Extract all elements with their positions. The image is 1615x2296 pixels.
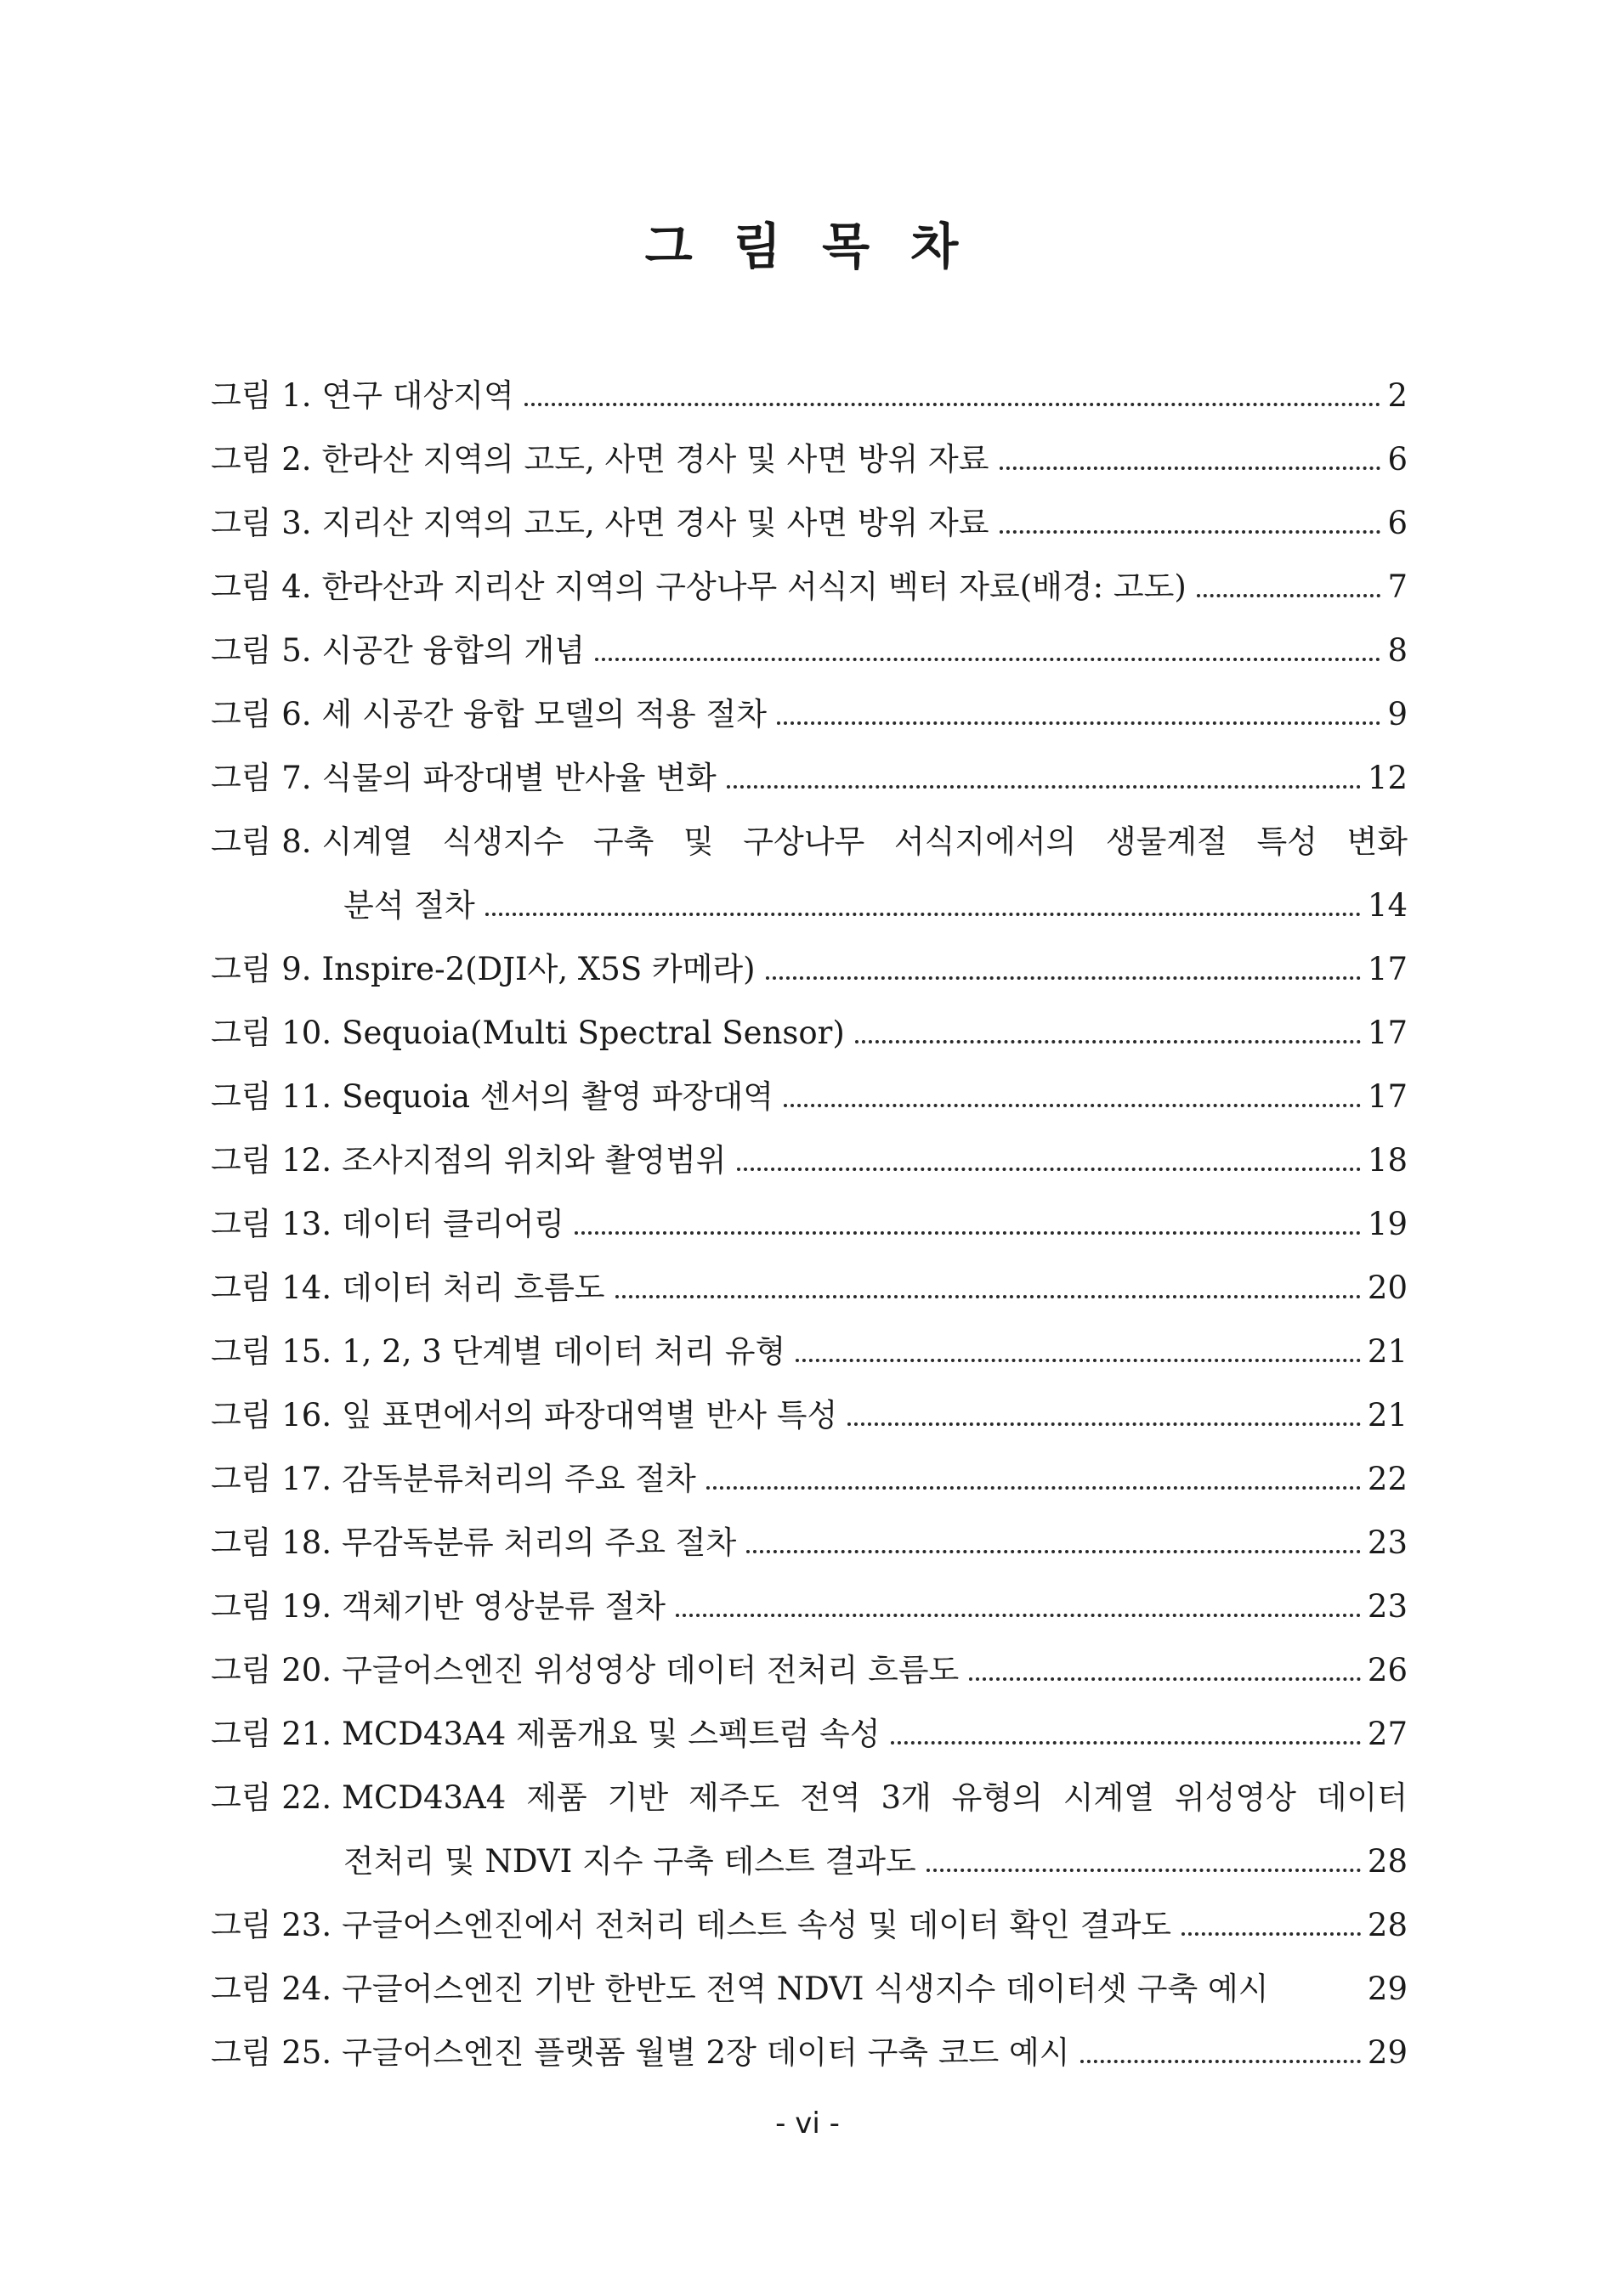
toc-entry[interactable] [211, 1893, 1408, 1957]
toc-entry[interactable] [211, 1511, 1408, 1575]
figure-label: 그림 14. [211, 1270, 332, 1306]
figure-page: 23 [1367, 1524, 1408, 1561]
dot-leader [1197, 594, 1381, 597]
dot-leader [969, 1677, 1361, 1681]
figure-title: Sequoia(Multi Spectral Sensor) [342, 1015, 845, 1051]
figure-page: 29 [1367, 1971, 1408, 2007]
figure-title: 한라산과 지리산 지역의 구상나무 서식지 벡터 자료(배경: 고도) [321, 568, 1187, 605]
figure-label: 그림 21. [211, 1716, 332, 1752]
figure-label: 그림 11. [211, 1078, 332, 1115]
dot-leader [524, 403, 1381, 406]
figure-page: 20 [1367, 1270, 1408, 1306]
figure-page: 7 [1387, 568, 1408, 605]
page-number: - vi - [775, 2107, 840, 2140]
toc-entry[interactable] [211, 746, 1408, 810]
figure-title: 잎 표면에서의 파장대역별 반사 특성 [342, 1397, 838, 1434]
toc-entry[interactable] [211, 1065, 1408, 1128]
toc-entry[interactable] [211, 364, 1408, 427]
figure-list [211, 364, 1408, 2084]
figure-title: 시계열 식생지수 구축 및 구상나무 서식지에서의 생물계절 특성 변화 [321, 823, 1408, 860]
figure-page: 27 [1367, 1716, 1408, 1752]
figure-page: 2 [1387, 377, 1408, 414]
toc-entry-continuation[interactable] [211, 874, 1408, 937]
figure-title: 구글어스엔진 기반 한반도 전역 NDVI 식생지수 데이터셋 구축 예시 [342, 1971, 1269, 2007]
figure-title: 한라산 지역의 고도, 사면 경사 및 사면 방위 자료 [321, 441, 989, 478]
dot-leader [926, 1869, 1361, 1872]
toc-entry[interactable] [211, 555, 1408, 619]
figure-title: 시공간 융합의 개념 [321, 632, 586, 669]
toc-entry[interactable] [211, 619, 1408, 682]
figure-title: Sequoia 센서의 촬영 파장대역 [342, 1078, 774, 1115]
figure-page: 17 [1367, 1015, 1408, 1051]
toc-entry[interactable] [211, 427, 1408, 491]
figure-label: 그림 25. [211, 2034, 332, 2071]
figure-page: 14 [1367, 887, 1408, 924]
figure-page: 6 [1387, 441, 1408, 478]
toc-entry[interactable] [211, 1957, 1408, 2021]
figure-page: 18 [1367, 1142, 1408, 1179]
dot-leader [615, 1295, 1361, 1298]
dot-leader [1080, 2060, 1361, 2063]
figure-label: 그림 23. [211, 1907, 332, 1943]
figure-title: 구글어스엔진에서 전처리 테스트 속성 및 데이터 확인 결과도 [342, 1907, 1171, 1943]
figure-page: 21 [1367, 1333, 1408, 1370]
toc-entry[interactable] [211, 2021, 1408, 2084]
figure-page: 6 [1387, 505, 1408, 541]
figure-title: MCD43A4 제품개요 및 스펙트럼 속성 [342, 1716, 881, 1752]
figure-page: 8 [1387, 632, 1408, 669]
dot-leader [1182, 1932, 1361, 1936]
figure-label: 그림 18. [211, 1524, 332, 1561]
figure-label: 그림 10. [211, 1015, 332, 1051]
figure-title: 데이터 처리 흐름도 [342, 1270, 605, 1306]
dot-leader [676, 1614, 1361, 1617]
toc-entry[interactable] [211, 1702, 1408, 1766]
toc-entry[interactable] [211, 1256, 1408, 1320]
figure-label: 그림 13. [211, 1206, 332, 1242]
figure-title: 데이터 클리어링 [342, 1206, 565, 1242]
figure-page: 28 [1367, 1843, 1408, 1880]
figure-page: 26 [1367, 1652, 1408, 1688]
figure-label: 그림 17. [211, 1461, 332, 1497]
dot-leader [1000, 467, 1381, 470]
toc-entry[interactable] [211, 1575, 1408, 1638]
dot-leader [796, 1359, 1361, 1362]
figure-title: 감독분류처리의 주요 절차 [342, 1461, 696, 1497]
figure-title: 식물의 파장대별 반사율 변화 [321, 760, 717, 796]
figure-title: 조사지점의 위치와 촬영범위 [342, 1142, 727, 1179]
dot-leader [891, 1741, 1361, 1745]
toc-entry-continuation[interactable] [211, 1829, 1408, 1893]
dot-leader [766, 976, 1361, 980]
figure-title: 세 시공간 융합 모델의 적용 절차 [321, 696, 767, 732]
toc-entry[interactable] [211, 682, 1408, 746]
toc-entry[interactable] [211, 1320, 1408, 1383]
figure-label: 그림 20. [211, 1652, 332, 1688]
figure-label: 그림 19. [211, 1588, 332, 1625]
figure-title: 무감독분류 처리의 주요 절차 [342, 1524, 737, 1561]
figure-page: 17 [1367, 1078, 1408, 1115]
figure-page: 21 [1367, 1397, 1408, 1434]
figure-page: 17 [1367, 951, 1408, 987]
figure-title: 구글어스엔진 위성영상 데이터 전처리 흐름도 [342, 1652, 960, 1688]
toc-entry[interactable] [211, 1383, 1408, 1447]
figure-label: 그림 6. [211, 696, 312, 732]
figure-page: 22 [1367, 1461, 1408, 1497]
toc-entry[interactable] [211, 1447, 1408, 1511]
toc-entry[interactable] [211, 1001, 1408, 1065]
figure-title-continued: 분석 절차 [343, 887, 475, 924]
figure-label: 그림 12. [211, 1142, 332, 1179]
toc-entry[interactable] [211, 1638, 1408, 1702]
figure-page: 29 [1367, 2034, 1408, 2071]
toc-entry[interactable] [211, 491, 1408, 555]
figure-title: 지리산 지역의 고도, 사면 경사 및 사면 방위 자료 [321, 505, 989, 541]
figure-title: 연구 대상지역 [321, 377, 514, 414]
toc-entry[interactable] [211, 937, 1408, 1001]
toc-entry[interactable] [211, 1192, 1408, 1256]
figure-label: 그림 3. [211, 505, 312, 541]
dot-leader [1000, 530, 1381, 534]
dot-leader [595, 658, 1380, 661]
dot-leader [777, 721, 1380, 725]
figure-label: 그림 8. [211, 823, 312, 860]
figure-page: 23 [1367, 1588, 1408, 1625]
toc-entry[interactable] [211, 1766, 1408, 1829]
dot-leader [746, 1550, 1361, 1553]
figure-page: 12 [1367, 760, 1408, 796]
figure-title: Inspire-2(DJI사, X5S 카메라) [321, 951, 756, 987]
figure-title: 구글어스엔진 플랫폼 월별 2장 데이터 구축 코드 예시 [342, 2034, 1070, 2071]
dot-leader [706, 1486, 1361, 1490]
figure-label: 그림 1. [211, 377, 312, 414]
figure-label: 그림 2. [211, 441, 312, 478]
dot-leader [847, 1422, 1361, 1426]
dot-leader [784, 1104, 1361, 1107]
dot-leader [727, 785, 1361, 789]
figure-label: 그림 15. [211, 1333, 332, 1370]
dot-leader [575, 1231, 1361, 1235]
page-title: 그 림 목 차 [644, 218, 971, 275]
figure-title-continued: 전처리 및 NDVI 지수 구축 테스트 결과도 [343, 1843, 916, 1880]
toc-entry[interactable] [211, 810, 1408, 874]
figure-label: 그림 16. [211, 1397, 332, 1434]
figure-label: 그림 24. [211, 1971, 332, 2007]
dot-leader [485, 913, 1361, 916]
figure-label: 그림 9. [211, 951, 312, 987]
figure-page: 9 [1387, 696, 1408, 732]
figure-label: 그림 4. [211, 568, 312, 605]
figure-label: 그림 5. [211, 632, 312, 669]
figure-page: 19 [1367, 1206, 1408, 1242]
dot-leader [737, 1168, 1361, 1171]
dot-leader [855, 1040, 1361, 1043]
toc-entry[interactable] [211, 1128, 1408, 1192]
figure-page: 28 [1367, 1907, 1408, 1943]
figure-title: 1, 2, 3 단계별 데이터 처리 유형 [342, 1333, 786, 1370]
figure-label: 그림 7. [211, 760, 312, 796]
figure-title: 객체기반 영상분류 절차 [342, 1588, 666, 1625]
figure-title: MCD43A4 제품 기반 제주도 전역 3개 유형의 시계열 위성영상 데이터 [342, 1779, 1408, 1816]
figure-label: 그림 22. [211, 1779, 332, 1816]
